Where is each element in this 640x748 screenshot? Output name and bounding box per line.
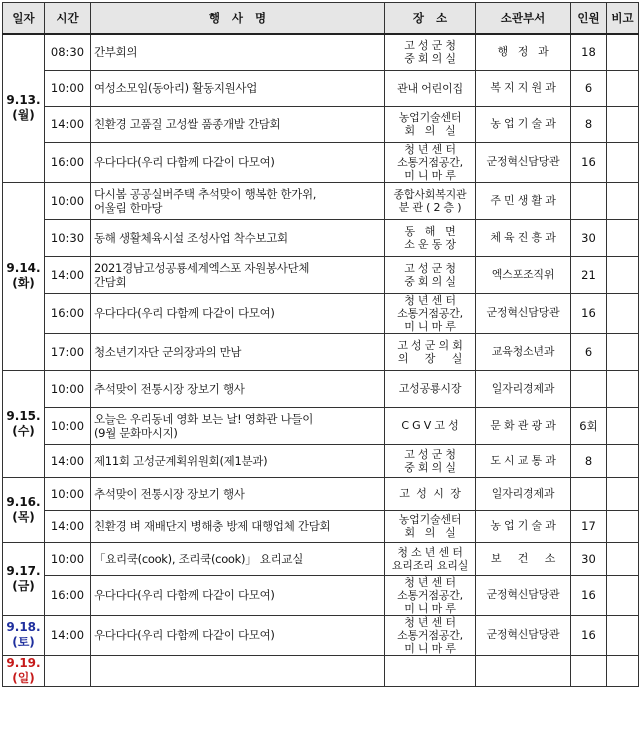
text-line: 소통거점공간, — [397, 306, 463, 320]
time-cell: 14:00 — [45, 510, 91, 542]
note-cell — [607, 655, 639, 686]
note-cell — [607, 142, 639, 182]
event-cell — [91, 655, 385, 686]
count-cell: 8 — [571, 444, 607, 477]
place-cell: 관내 어린이집 — [385, 70, 476, 106]
text-line: 소통거점공간, — [397, 588, 463, 602]
table-row — [3, 293, 639, 333]
count-cell — [571, 370, 607, 407]
weekday-text: (월) — [12, 108, 35, 123]
event-cell: 여성소모임(동아리) 활동지원사업 — [91, 70, 385, 106]
dept-cell — [476, 655, 571, 686]
place-cell — [385, 615, 476, 655]
date-text: 9.14. — [6, 261, 41, 275]
count-cell: 6회 — [571, 407, 607, 444]
text-line: 청 년 센 터 — [404, 293, 456, 307]
place-cell — [385, 256, 476, 293]
time-cell: 10:00 — [45, 70, 91, 106]
text-line: 간담회 — [94, 274, 127, 289]
weekday-text: (화) — [12, 276, 35, 290]
time-cell: 14:00 — [45, 444, 91, 477]
time-cell: 16:00 — [45, 293, 91, 333]
count-cell — [571, 182, 607, 219]
dept-cell: 농 업 기 술 과 — [476, 510, 571, 542]
table-row — [3, 106, 639, 142]
dept-cell: 농 업 기 술 과 — [476, 106, 571, 142]
text-line: 청 년 센 터 — [404, 575, 456, 589]
dept-cell: 일자리경제과 — [476, 370, 571, 407]
date-cell — [3, 34, 45, 182]
dept-cell: 보 건 소 — [476, 542, 571, 575]
event-cell: 「요리쿡(cook), 조리쿡(cook)」 요리교실 — [91, 542, 385, 575]
header-row — [3, 3, 639, 35]
event-cell: 우다다다(우리 다함께 다같이 다모여) — [91, 575, 385, 615]
time-cell: 10:00 — [45, 182, 91, 219]
count-cell: 18 — [571, 34, 607, 70]
table-row — [3, 477, 639, 510]
text-line: 미 니 마 루 — [404, 641, 456, 655]
date-cell — [3, 615, 45, 655]
note-cell — [607, 615, 639, 655]
time-cell: 10:00 — [45, 477, 91, 510]
text-line: 2021경남고성공룡세계엑스포 자원봉사단체 — [94, 260, 310, 275]
place-cell: 고 성 시 장 — [385, 477, 476, 510]
note-cell — [607, 370, 639, 407]
text-line: 고 성 군 청 — [404, 447, 456, 461]
text-line: 청 소 년 센 터 — [397, 545, 463, 559]
count-cell: 6 — [571, 333, 607, 370]
weekday-text: (목) — [12, 509, 35, 524]
count-cell: 16 — [571, 293, 607, 333]
text-line: 회 의 실 — [404, 526, 456, 539]
text-line: 청 년 센 터 — [404, 615, 456, 629]
weekday-text: (일) — [12, 670, 35, 685]
header-place: 장 소 — [385, 3, 476, 35]
event-cell: 청소년기자단 군의장과의 만남 — [91, 333, 385, 370]
event-cell: 동해 생활체육시설 조성사업 착수보고회 — [91, 219, 385, 256]
event-cell: 친환경 고품질 고성쌀 품종개발 간담회 — [91, 106, 385, 142]
event-cell: 친환경 벼 재배단지 병해충 방제 대행업체 간담회 — [91, 510, 385, 542]
table-row — [3, 510, 639, 542]
text-line: 의 장 실 — [397, 351, 463, 365]
place-cell: C G V 고 성 — [385, 407, 476, 444]
place-cell — [385, 655, 476, 686]
dept-cell: 행 정 과 — [476, 34, 571, 70]
text-line: 소 운 동 장 — [404, 237, 456, 251]
time-cell: 14:00 — [45, 106, 91, 142]
text-line: 오늘은 우리동네 영화 보는 날! 영화관 나들이 — [94, 411, 314, 426]
table-row — [3, 182, 639, 219]
event-cell: 제11회 고성군계획위원회(제1분과) — [91, 444, 385, 477]
time-cell: 10:00 — [45, 370, 91, 407]
dept-cell: 복 지 지 원 과 — [476, 70, 571, 106]
time-cell: 10:30 — [45, 219, 91, 256]
time-cell: 10:00 — [45, 542, 91, 575]
schedule-table — [2, 2, 639, 687]
note-cell — [607, 407, 639, 444]
text-line: (9월 문화마시지) — [94, 425, 178, 440]
note-cell — [607, 219, 639, 256]
time-cell: 14:00 — [45, 615, 91, 655]
place-cell — [385, 444, 476, 477]
date-text: 9.17. — [6, 563, 41, 578]
count-cell: 30 — [571, 219, 607, 256]
text-line: 다시봄 공공실버주택 추석맞이 행복한 한가위, — [94, 186, 317, 201]
time-cell: 10:00 — [45, 407, 91, 444]
text-line: 농업기술센터 — [398, 111, 462, 124]
event-cell: 추석맞이 전통시장 장보기 행사 — [91, 370, 385, 407]
schedule-body — [3, 34, 639, 686]
dept-cell: 도 시 교 통 과 — [476, 444, 571, 477]
note-cell — [607, 510, 639, 542]
weekday-text: (토) — [12, 635, 35, 649]
count-cell — [571, 655, 607, 686]
place-cell — [385, 293, 476, 333]
header-dept: 소관부서 — [476, 3, 571, 35]
table-row — [3, 615, 639, 655]
header-time: 시간 — [45, 3, 91, 35]
event-cell: 우다다다(우리 다함께 다같이 다모여) — [91, 615, 385, 655]
note-cell — [607, 34, 639, 70]
place-cell — [385, 34, 476, 70]
table-row — [3, 34, 639, 70]
weekday-text: (금) — [12, 578, 35, 593]
table-row — [3, 655, 639, 686]
text-line: 중 회 의 실 — [404, 460, 456, 474]
event-cell — [91, 182, 385, 219]
note-cell — [607, 182, 639, 219]
table-row — [3, 70, 639, 106]
date-text: 9.19. — [6, 655, 41, 670]
text-line: 청 년 센 터 — [404, 142, 456, 156]
table-row — [3, 333, 639, 370]
place-cell — [385, 106, 476, 142]
date-cell — [3, 477, 45, 542]
place-cell — [385, 510, 476, 542]
place-cell — [385, 575, 476, 615]
header-count: 인원 — [571, 3, 607, 35]
date-text: 9.18. — [6, 620, 41, 634]
table-row — [3, 256, 639, 293]
count-cell: 16 — [571, 615, 607, 655]
event-cell — [91, 407, 385, 444]
date-text: 9.13. — [6, 93, 41, 108]
count-cell: 6 — [571, 70, 607, 106]
date-text: 9.15. — [6, 408, 41, 423]
count-cell: 17 — [571, 510, 607, 542]
text-line: 미 니 마 루 — [404, 601, 456, 615]
place-cell: 고성공룡시장 — [385, 370, 476, 407]
text-line: 고 성 군 청 — [404, 39, 456, 53]
text-line: 소통거점공간, — [397, 155, 463, 169]
dept-cell: 일자리경제과 — [476, 477, 571, 510]
header-date: 일자 — [3, 3, 45, 35]
text-line: 회 의 실 — [404, 124, 456, 137]
count-cell: 21 — [571, 256, 607, 293]
count-cell: 16 — [571, 575, 607, 615]
text-line: 소통거점공간, — [397, 628, 463, 642]
text-line: 농업기술센터 — [398, 513, 462, 526]
dept-cell: 교육청소년과 — [476, 333, 571, 370]
text-line: 중 회 의 실 — [404, 52, 456, 66]
dept-cell: 군정혁신담당관 — [476, 575, 571, 615]
table-row — [3, 219, 639, 256]
event-cell: 추석맞이 전통시장 장보기 행사 — [91, 477, 385, 510]
weekday-text: (수) — [12, 423, 35, 438]
text-line: 동 해 면 — [404, 224, 456, 238]
dept-cell: 문 화 관 광 과 — [476, 407, 571, 444]
text-line: 고 성 군 청 — [404, 261, 456, 275]
text-line: 고 성 군 의 회 — [397, 338, 463, 352]
date-text: 9.16. — [6, 494, 41, 509]
time-cell: 14:00 — [45, 256, 91, 293]
header-event: 행 사 명 — [91, 3, 385, 35]
header-note: 비고 — [607, 3, 639, 35]
place-cell — [385, 542, 476, 575]
dept-cell: 체 육 진 흥 과 — [476, 219, 571, 256]
note-cell — [607, 256, 639, 293]
count-cell: 30 — [571, 542, 607, 575]
table-row — [3, 542, 639, 575]
date-cell — [3, 542, 45, 615]
time-cell: 17:00 — [45, 333, 91, 370]
place-cell — [385, 333, 476, 370]
text-line: 어울림 한마당 — [94, 200, 163, 215]
dept-cell: 군정혁신담당관 — [476, 615, 571, 655]
note-cell — [607, 444, 639, 477]
date-cell — [3, 655, 45, 686]
time-cell: 08:30 — [45, 34, 91, 70]
text-line: 중 회 의 실 — [404, 274, 456, 288]
note-cell — [607, 106, 639, 142]
note-cell — [607, 333, 639, 370]
date-cell — [3, 370, 45, 477]
table-row — [3, 444, 639, 477]
text-line: 종합사회복지관 — [393, 187, 467, 201]
time-cell — [45, 655, 91, 686]
table-row — [3, 575, 639, 615]
text-line: 미 니 마 루 — [404, 168, 456, 182]
event-cell — [91, 256, 385, 293]
note-cell — [607, 70, 639, 106]
date-cell — [3, 182, 45, 370]
text-line: 분 관 ( 2 층 ) — [398, 200, 462, 214]
table-row — [3, 407, 639, 444]
note-cell — [607, 293, 639, 333]
event-cell: 우다다다(우리 다함께 다같이 다모여) — [91, 293, 385, 333]
dept-cell: 주 민 생 활 과 — [476, 182, 571, 219]
place-cell — [385, 182, 476, 219]
note-cell — [607, 575, 639, 615]
count-cell: 16 — [571, 142, 607, 182]
table-row — [3, 142, 639, 182]
count-cell — [571, 477, 607, 510]
count-cell: 8 — [571, 106, 607, 142]
note-cell — [607, 477, 639, 510]
text-line: 미 니 마 루 — [404, 319, 456, 333]
dept-cell: 엑스포조직위 — [476, 256, 571, 293]
table-row — [3, 370, 639, 407]
text-line: 요리조리 요리실 — [391, 558, 469, 572]
place-cell — [385, 219, 476, 256]
event-cell: 우다다다(우리 다함께 다같이 다모여) — [91, 142, 385, 182]
dept-cell: 군정혁신담당관 — [476, 142, 571, 182]
time-cell: 16:00 — [45, 142, 91, 182]
event-cell: 간부회의 — [91, 34, 385, 70]
dept-cell: 군정혁신담당관 — [476, 293, 571, 333]
note-cell — [607, 542, 639, 575]
place-cell — [385, 142, 476, 182]
time-cell: 16:00 — [45, 575, 91, 615]
